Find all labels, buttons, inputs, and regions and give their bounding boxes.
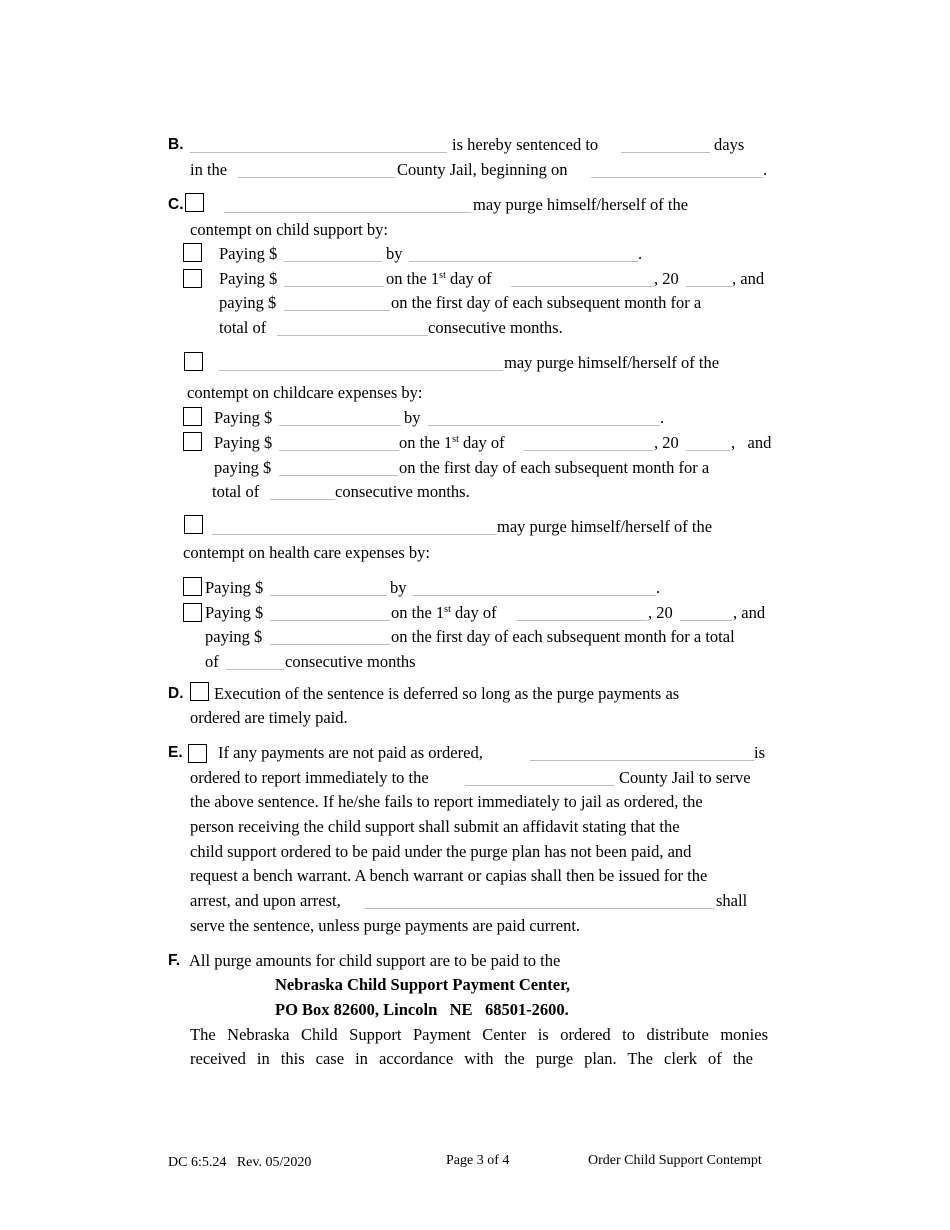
page-number: Page 3 of 4 (446, 1153, 510, 1168)
and-text: , and (732, 269, 765, 288)
sentence-line-5: child support ordered to be paid under the purge plan has not been paid, and (190, 842, 692, 861)
year-prefix-text: , 20 (654, 269, 679, 288)
in-the-text: in the (190, 160, 228, 179)
child-support-text: contempt on child support by: (190, 220, 388, 239)
payment-center-address: PO Box 82600, Lincoln NE 68501-2600. (275, 1000, 569, 1019)
county-jail-text: County Jail, beginning on (397, 160, 568, 179)
paying-text: paying $ (205, 627, 263, 646)
hc-lump-date-line[interactable] (413, 595, 656, 596)
subsequent-text: on the first day of each subsequent month for a (391, 293, 702, 312)
hc-monthly-amount-line[interactable] (270, 644, 390, 645)
section-d-label: D. (168, 685, 184, 702)
cs-months-line[interactable] (277, 335, 428, 336)
cc-monthly-amount-line[interactable] (279, 475, 398, 476)
cc-lump-amount-line[interactable] (279, 425, 401, 426)
is-text: is (754, 743, 766, 762)
section-f-label: F. (168, 952, 181, 969)
paying-text: paying $ (214, 458, 272, 477)
childcare-text: contempt on childcare expenses by: (187, 383, 423, 402)
consecutive-text: consecutive months (285, 652, 416, 671)
consecutive-text: consecutive months. (335, 482, 470, 501)
on-the-text: on the 1 (391, 603, 445, 622)
sentence-line-4: person receiving the child support shall submit an affidavit stating that the (190, 817, 680, 836)
sentence-line-6: request a bench warrant. A bench warrant or capias shall then be issued for the (190, 866, 708, 885)
report-text: ordered to report immediately to the (190, 768, 429, 787)
by-text: by (386, 244, 403, 263)
purge-amounts-text: All purge amounts for child support are to be paid to the (189, 951, 561, 970)
nonpayment-text: If any payments are not paid as ordered, (218, 743, 483, 762)
paying-text: Paying $ (205, 578, 264, 597)
st-superscript: st (444, 604, 451, 615)
cc-monthly-checkbox[interactable] (183, 432, 202, 451)
period-text: . (638, 244, 643, 263)
by-text: by (390, 578, 407, 597)
child-support-checkbox[interactable] (185, 193, 204, 212)
deferred-text-2: ordered are timely paid. (190, 708, 348, 727)
hc-month-line[interactable] (517, 620, 647, 621)
cc-lump-checkbox[interactable] (183, 407, 202, 426)
cs-month-line[interactable] (511, 286, 654, 287)
hc-year-line[interactable] (680, 620, 732, 621)
cs-name-field-line[interactable] (224, 212, 471, 213)
sentence-line-3: the above sentence. If he/she fails to report immediately to jail as ordered, the (190, 792, 703, 811)
cs-lump-checkbox[interactable] (183, 243, 202, 262)
cc-first-amount-line[interactable] (279, 450, 399, 451)
sentence-line-7: arrest, and upon arrest, (190, 891, 341, 910)
section-e-label: E. (168, 744, 183, 761)
arrest-name-line[interactable] (365, 908, 714, 909)
cs-lump-date-line[interactable] (409, 261, 638, 262)
healthcare-text: contempt on health care expenses by: (183, 543, 430, 562)
day-of-text: day of (454, 603, 497, 622)
cs-first-amount-line[interactable] (284, 286, 384, 287)
by-text: by (404, 408, 421, 427)
nonpayment-checkbox[interactable] (188, 744, 207, 763)
sentence-line-8: serve the sentence, unless purge payments are paid current. (190, 916, 581, 935)
hc-name-field-line[interactable] (212, 534, 497, 535)
total-of-text: total of (219, 318, 267, 337)
on-the-text: on the 1 (399, 433, 453, 452)
cs-monthly-checkbox[interactable] (183, 269, 202, 288)
purge-text: may purge himself/herself of the (473, 195, 689, 214)
paying-text: Paying $ (214, 433, 273, 452)
period-text: . (660, 408, 665, 427)
st-superscript: st (452, 434, 459, 445)
period-text: . (656, 578, 661, 597)
healthcare-checkbox[interactable] (184, 515, 203, 534)
days-text: days (714, 135, 745, 154)
section-c-label: C. (168, 196, 184, 213)
subsequent-text: on the first day of each subsequent month for a total (391, 627, 735, 646)
total-of-text: total of (212, 482, 260, 501)
cc-month-line[interactable] (524, 450, 653, 451)
payment-center-name: Nebraska Child Support Payment Center, (275, 975, 571, 994)
report-name-line[interactable] (530, 760, 754, 761)
of-text: of (205, 652, 219, 671)
subsequent-text: on the first day of each subsequent month for a (399, 458, 710, 477)
day-of-text: day of (449, 269, 492, 288)
deferred-checkbox[interactable] (190, 682, 209, 701)
paying-text: paying $ (219, 293, 277, 312)
cs-monthly-amount-line[interactable] (284, 310, 390, 311)
year-prefix-text: , 20 (648, 603, 673, 622)
purge-text: may purge himself/herself of the (504, 353, 720, 372)
hc-months-line[interactable] (226, 669, 284, 670)
days-field-line[interactable] (621, 152, 710, 153)
childcare-checkbox[interactable] (184, 352, 203, 371)
day-of-text: day of (462, 433, 505, 452)
deferred-text: Execution of the sentence is deferred so long as the purge payments as (214, 684, 680, 703)
distribute-text-1: The Nebraska Child Support Payment Center is ordered to distribute monies (190, 1025, 768, 1044)
period-text: . (763, 160, 768, 179)
cc-year-line[interactable] (686, 450, 730, 451)
hc-lump-amount-line[interactable] (270, 595, 387, 596)
paying-text: Paying $ (205, 603, 264, 622)
shall-text: shall (716, 891, 748, 910)
hc-lump-checkbox[interactable] (183, 577, 202, 596)
cs-lump-amount-line[interactable] (284, 261, 382, 262)
hc-first-amount-line[interactable] (270, 620, 390, 621)
and-text: , and (733, 603, 766, 622)
distribute-text-2: received in this case in accordance with the purge plan. The clerk of the (190, 1049, 753, 1068)
cc-lump-date-line[interactable] (428, 425, 660, 426)
begin-date-field-line[interactable] (591, 177, 763, 178)
sentence-text: is hereby sentenced to (452, 135, 599, 154)
cc-name-field-line[interactable] (219, 370, 503, 371)
county-field-line[interactable] (238, 177, 395, 178)
on-the-text: on the 1 (386, 269, 440, 288)
purge-text: may purge himself/herself of the (497, 517, 713, 536)
section-b-label: B. (168, 136, 184, 153)
paying-text: Paying $ (214, 408, 273, 427)
st-superscript: st (439, 270, 446, 281)
year-prefix-text: , 20 (654, 433, 679, 452)
hc-monthly-checkbox[interactable] (183, 603, 202, 622)
cs-year-line[interactable] (686, 286, 732, 287)
cc-months-line[interactable] (270, 499, 335, 500)
report-county-line[interactable] (465, 785, 614, 786)
form-title: Order Child Support Contempt (588, 1153, 762, 1168)
name-field-line[interactable] (190, 152, 447, 153)
consecutive-text: consecutive months. (428, 318, 563, 337)
form-id: DC 6:5.24 Rev. 05/2020 (168, 1155, 312, 1170)
paying-text: Paying $ (219, 269, 278, 288)
county-jail-serve-text: County Jail to serve (619, 768, 751, 787)
paying-text: Paying $ (219, 244, 278, 263)
